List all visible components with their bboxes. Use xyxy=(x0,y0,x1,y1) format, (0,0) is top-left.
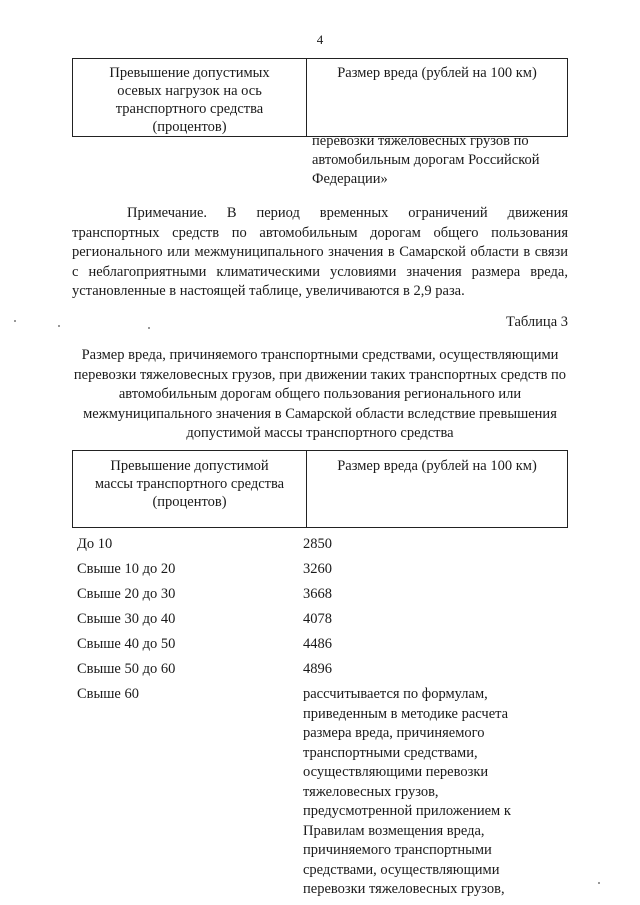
scan-speck xyxy=(148,327,150,329)
row-value: рассчитывается по формулам, приведенным в методике расчета размера вреда, причиняемого транспортными средствами, осуществляющими перевозки тяжеловесных грузов, предусмотренной приложением к Правилам возмещения вреда, причиняемого транспортными средствами, осуществляющими перевозки тяжеловесных грузов, xyxy=(303,686,511,897)
row-value: 2850 xyxy=(303,536,332,552)
note-text: В период временных ограничений движения транспортных средств по автомобильным дорогам общего пользования регионального или межмуниципального значения в Самарской области в связи с неблагоприятными климатическими условиями значения размера вреда, установленные в настоящей таблице, увеличиваются в 2,9 раза. xyxy=(72,205,568,299)
table3-label: Таблица 3 xyxy=(505,314,568,330)
continuation-text: перевозки тяжеловесных грузов по автомобильным дорогам Российской Федерации» xyxy=(312,133,540,187)
table3-col2-text: Размер вреда (рублей на 100 км) xyxy=(337,458,537,474)
row-value: 4486 xyxy=(303,636,332,652)
row-range: До 10 xyxy=(77,536,113,552)
scan-speck xyxy=(598,882,600,884)
page-number: 4 xyxy=(316,32,324,47)
row-range: Свыше 50 до 60 xyxy=(77,661,176,677)
table-row xyxy=(77,660,577,685)
table3-col2-header xyxy=(307,451,568,528)
row-range: Свыше 30 до 40 xyxy=(77,611,176,627)
table-row xyxy=(77,610,577,635)
axle-table-col1-text: Превышение допустимых осевых нагрузок на ось транспортного средства (процентов) xyxy=(109,65,270,135)
row-range: Свыше 60 xyxy=(77,686,139,702)
table3-col1-text: Превышение допустимой массы транспортного средства (процентов) xyxy=(94,458,285,510)
note-label: Примечание. xyxy=(127,205,208,221)
row-value: 4078 xyxy=(303,611,332,627)
table-row xyxy=(77,685,577,897)
axle-load-table-header xyxy=(72,58,568,137)
table-row xyxy=(77,585,577,610)
scan-speck xyxy=(58,325,60,327)
note-paragraph xyxy=(72,204,568,302)
axle-table-col2-text: Размер вреда (рублей на 100 км) xyxy=(337,65,537,81)
row-range: Свыше 40 до 50 xyxy=(77,636,176,652)
row-value: 3668 xyxy=(303,586,332,602)
table3-rows xyxy=(77,535,577,897)
scan-speck xyxy=(14,320,16,322)
row-range: Свыше 10 до 20 xyxy=(77,561,176,577)
table3-header xyxy=(72,450,568,528)
table-row xyxy=(77,535,577,560)
axle-table-col2-header xyxy=(307,59,568,137)
table3-title: Размер вреда, причиняемого транспортными средствами, осуществляющими перевозки тяжеловесных грузов, при движении таких транспортных средств по автомобильным дорогам общего пользования регионального или межмуниципального значения в Самарской области вследствие превышения допустимой массы транспортного средства xyxy=(73,347,567,441)
row-value: 4896 xyxy=(303,661,332,677)
row-value: 3260 xyxy=(303,561,332,577)
axle-table-col1-header xyxy=(73,59,307,137)
row-range: Свыше 20 до 30 xyxy=(77,586,176,602)
table3-col1-header xyxy=(73,451,307,528)
table-row xyxy=(77,560,577,585)
table-row xyxy=(77,635,577,660)
